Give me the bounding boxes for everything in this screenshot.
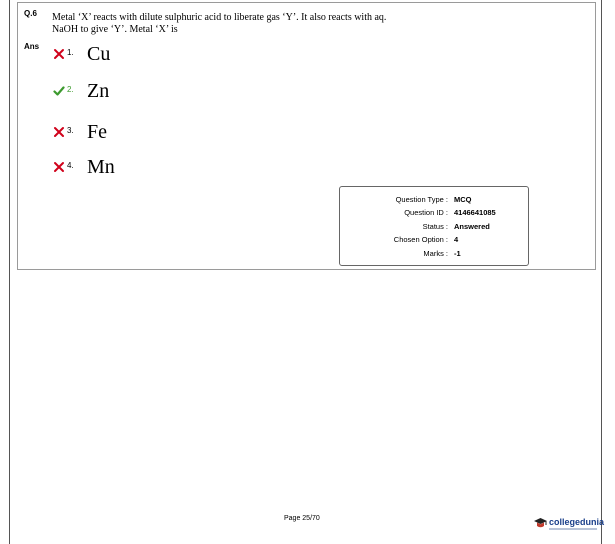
info-value: 4146641085 (454, 208, 496, 217)
option-text: Cu (87, 43, 111, 65)
info-row-chosen-option (340, 234, 528, 246)
info-key: Question Type : (395, 195, 448, 204)
collegedunia-logo (533, 515, 603, 535)
page-number: Page 25/70 (284, 515, 320, 522)
question-text-line-1: Metal ‘X’ reacts with dilute sulphuric acid to liberate gas ‘Y’. It also reacts with aq. (52, 12, 387, 23)
question-text (52, 12, 432, 36)
cross-icon (53, 161, 65, 173)
info-value: -1 (454, 249, 461, 258)
check-icon (53, 85, 65, 97)
option-number: 4. (67, 161, 74, 170)
logo-text: collegedunia (549, 517, 605, 527)
info-key: Marks : (423, 249, 448, 258)
option-number: 3. (67, 126, 74, 135)
info-value: Answered (454, 222, 490, 231)
page-border-right (601, 0, 602, 544)
answer-label: Ans (24, 42, 40, 51)
page-border-left (9, 0, 10, 544)
option-text: Zn (87, 80, 110, 102)
option-number: 1. (67, 48, 74, 57)
info-key: Chosen Option : (393, 235, 448, 244)
question-text-line-2: NaOH to give ‘Y’. Metal ‘X’ is (52, 24, 178, 35)
question-number: Q.6 (24, 9, 37, 18)
info-row-status (340, 221, 528, 233)
info-key: Status : (422, 222, 448, 231)
option-text: Mn (87, 156, 115, 178)
info-row-question-id (340, 207, 528, 219)
cross-icon (53, 126, 65, 138)
info-value: 4 (454, 235, 459, 244)
cross-icon (53, 48, 65, 60)
info-key: Question ID : (404, 208, 448, 217)
option-number: 2. (67, 85, 74, 94)
graduation-cap-icon (533, 516, 548, 531)
question-info-box (339, 186, 529, 266)
info-row-marks (340, 248, 528, 260)
option-text: Fe (87, 121, 107, 143)
logo-tagline (549, 528, 597, 530)
info-value: MCQ (454, 195, 472, 204)
info-row-question-type (340, 194, 528, 206)
